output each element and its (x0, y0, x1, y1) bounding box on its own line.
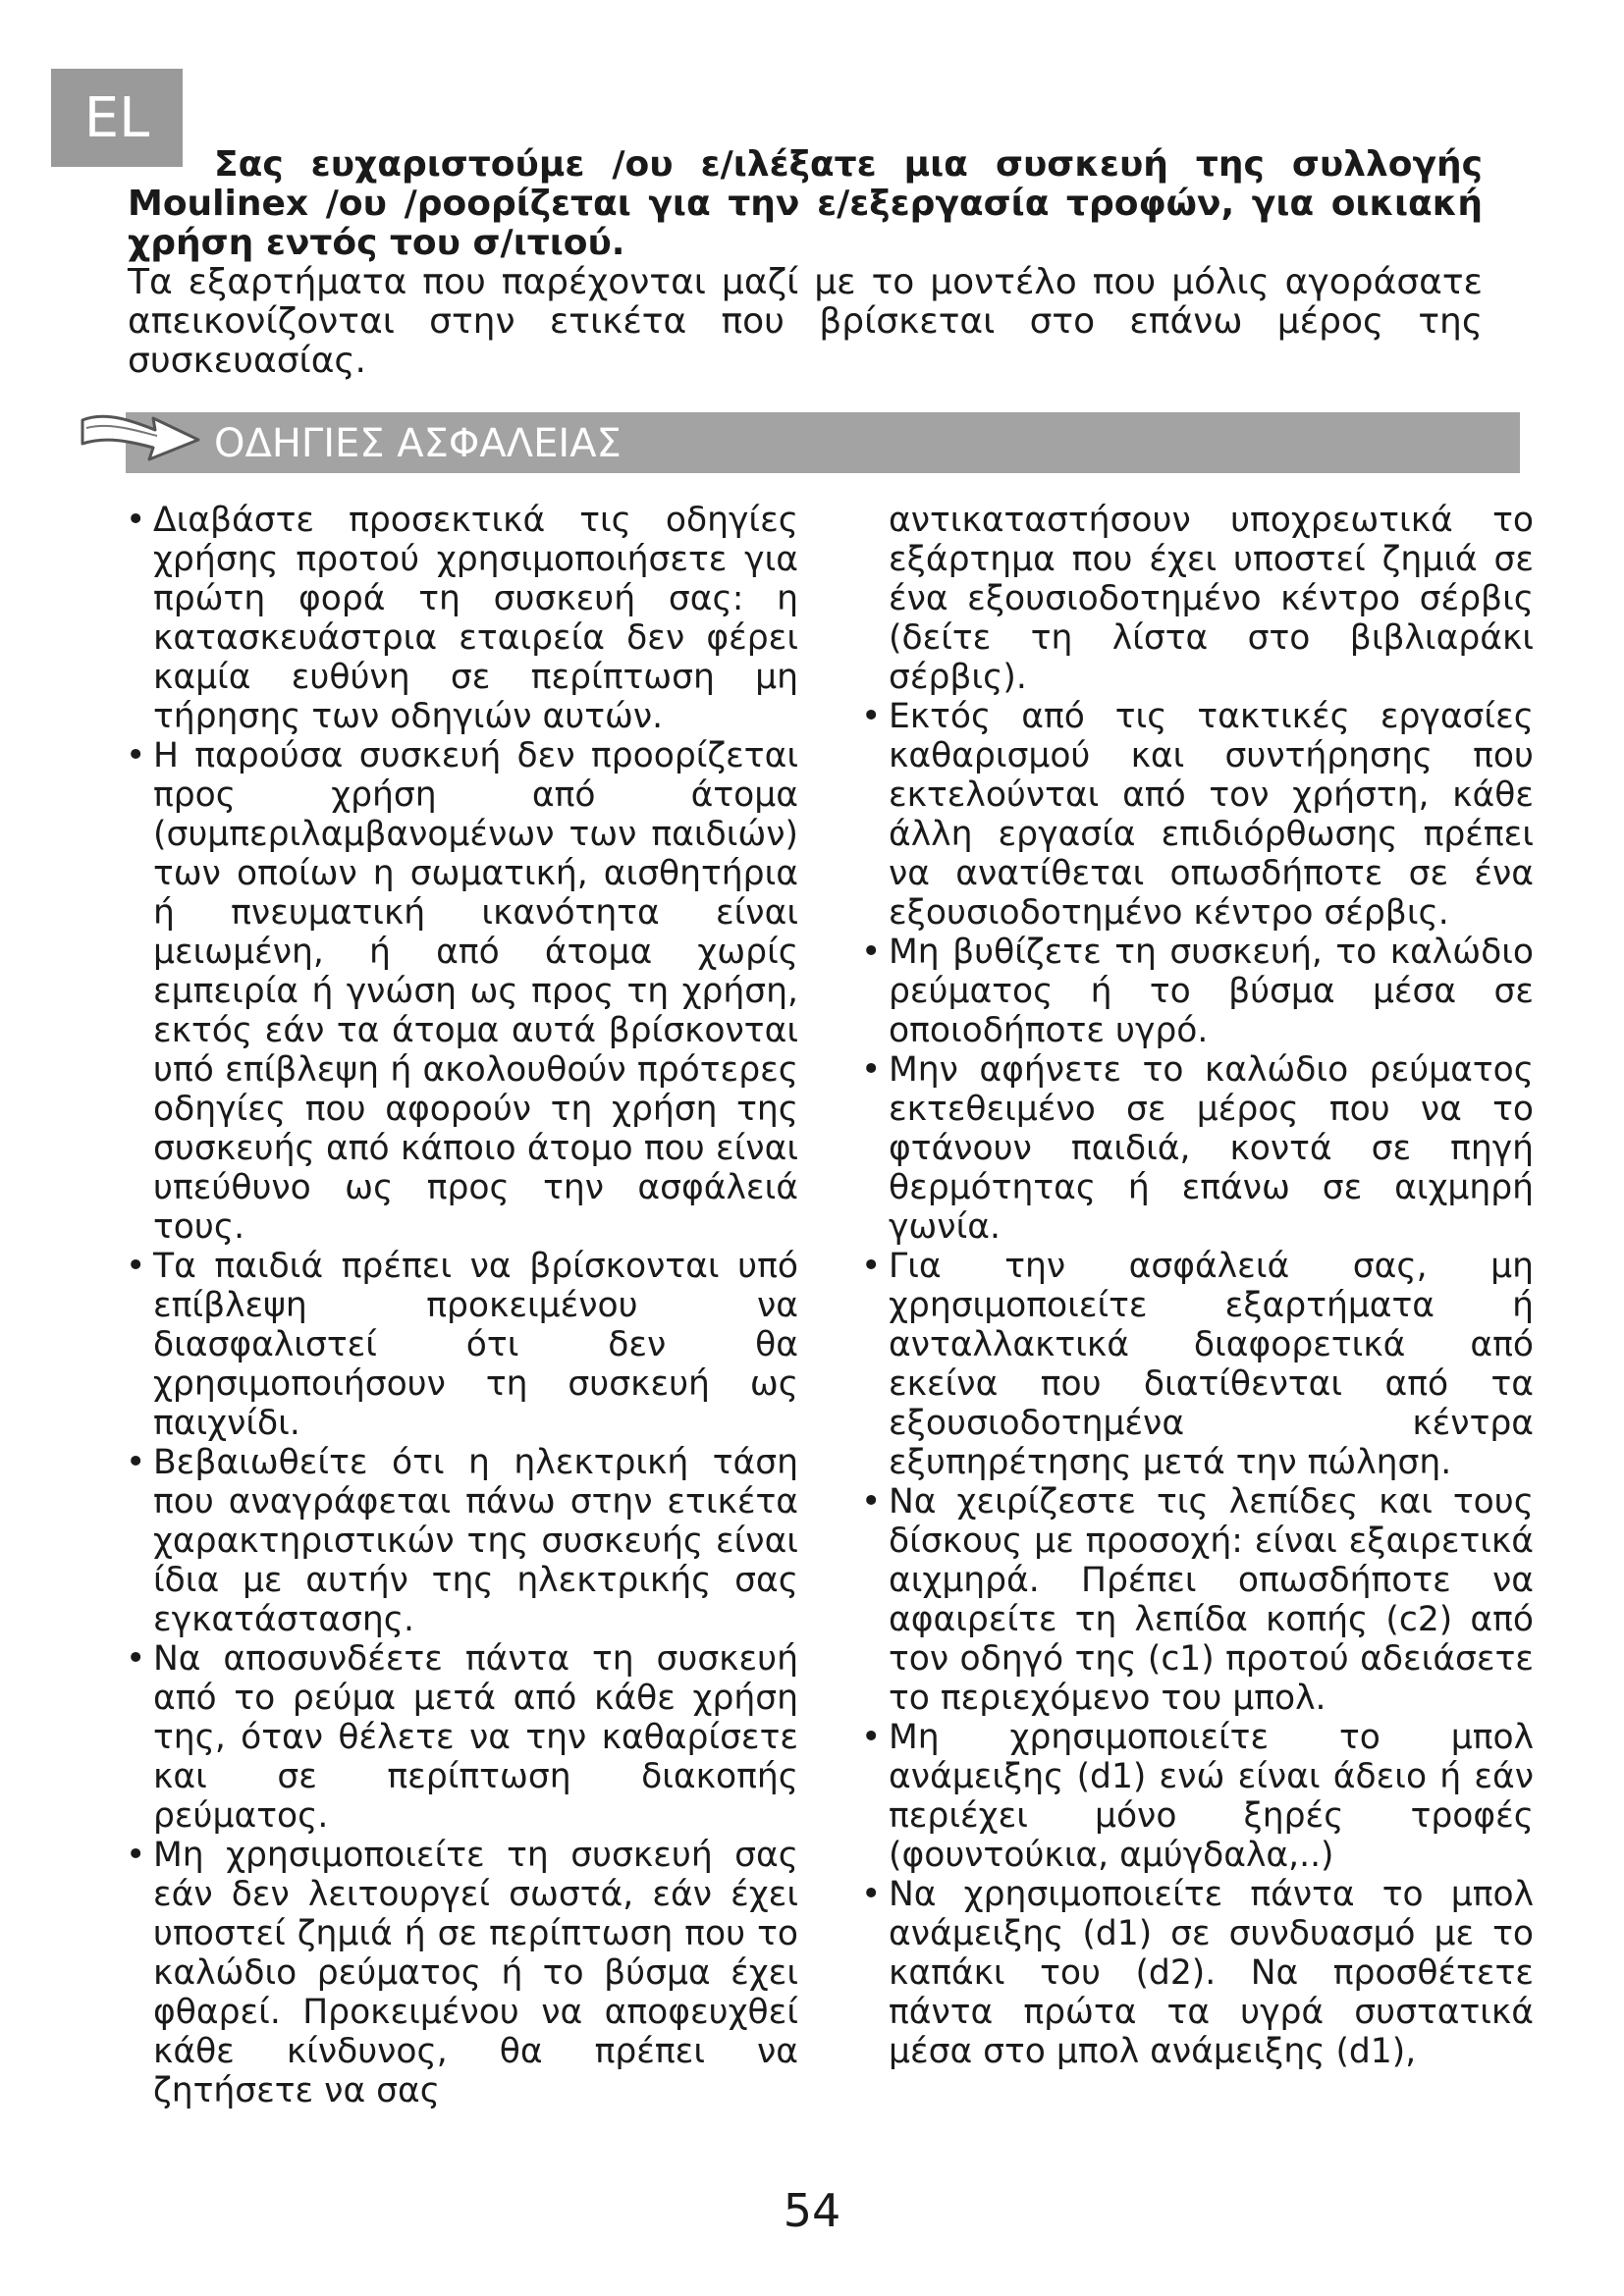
left-column (126, 501, 798, 2110)
section-title: ΟΔΗΓΙΕΣ ΑΣΦΑΛΕΙΑΣ (214, 421, 622, 466)
list-item: • Να χειρίζεστε τις λεπίδες και τους δίσκους με προσοχή: είναι εξαιρετικά αιχμηρά. Πρέπει οπωσδήποτε να αφαιρείτε τη λεπίδα κοπής (c2) από τον οδηγό της (c1) προτού αδειάσετε το περιεχόμενο του μπολ. (861, 1482, 1534, 1718)
list-item: • Μη χρησιμοποιείτε τη συσκευή σας εάν δεν λειτουργεί σωστά, εάν έχει υποστεί ζημιά ή σε περίπτωση που το καλώδιο ρεύματος ή το βύσμα έχει φθαρεί. Προκειμένου να αποφευχθεί κάθε κίνδυνος, θα πρέπει να ζητήσετε να σας (126, 1836, 798, 2110)
list-item: • Να χρησιμοποιείτε πάντα το μπολ ανάμειξης (d1) σε συνδυασμό με το καπάκι του (d2). Να προσθέτετε πάντα πρώτα τα υγρά συστατικά μέσα στο μπολ ανάμειξης (d1), (861, 1875, 1534, 2071)
intro-text: Τα εξαρτήματα που παρέχονται μαζί με το μοντέλο που μόλις αγοράσατε απεικονίζονται στην ετικέτα που βρίσκεται στο επάνω μέρος της συσκευασίας. (128, 262, 1483, 381)
list-item: • Διαβάστε προσεκτικά τις οδηγίες χρήσης προτού χρησιμοποιήσετε για πρώτη φορά τη συσκευή σας: η κατασκευάστρια εταιρεία δεν φέρει καμία ευθύνη σε περίπτωση μη τήρησης των οδηγιών αυτών. (126, 501, 798, 736)
list-item: • Εκτός από τις τακτικές εργασίες καθαρισμού και συντήρησης που εκτελούνται από τον χρήστη, κάθε άλλη εργασία επιδιόρθωσης πρέπει να ανατίθεται οπωσδήποτε σε ένα εξουσιοδοτημένο κέντρο σέρβις. (861, 697, 1534, 933)
language-tab: EL (51, 69, 183, 167)
list-item: • Βεβαιωθείτε ότι η ηλεκτρική τάση που αναγράφεται πάνω στην ετικέτα χαρακτηριστικών της συσκευής είναι ίδια με αυτήν της ηλεκτρικής σας εγκατάστασης. (126, 1443, 798, 1639)
arrow-icon (77, 400, 204, 473)
right-column (861, 501, 1534, 2071)
page-number: 54 (783, 2184, 841, 2237)
list-item: • Η παρούσα συσκευή δεν προορίζεται προς χρήση από άτομα (συμπεριλαμβανομένων των παιδιών) των οποίων η σωματική, αισθητήρια ή πνευματική ικανότητα είναι μειωμένη, ή από άτομα χωρίς εμπειρία ή γνώση ως προς τη χρήση, εκτός εάν τα άτομα αυτά βρίσκονται υπό επίβλεψη ή ακολουθούν πρότερες οδηγίες που αφορούν τη χρήση της συσκευής από κάποιο άτομο που είναι υπεύθυνο ως προς την ασφάλειά τους. (126, 736, 798, 1247)
list-item: • Μην αφήνετε το καλώδιο ρεύματος εκτεθειμένο σε μέρος που να το φτάνουν παιδιά, κοντά σε πηγή θερμότητας ή επάνω σε αιχμηρή γωνία. (861, 1050, 1534, 1247)
intro-bold: Σας ευχαριστούμε /ου ε/ιλέξατε μια συσκευή της συλλογής Moulinex /ου /ροορίζεται για την ε/εξεργασία τροφών, για οικιακή χρήση εντός του σ/ιτιού. (128, 144, 1483, 263)
list-item: • Μη χρησιμοποιείτε το μπολ ανάμειξης (d1) ενώ είναι άδειο ή εάν περιέχει μόνο ξηρές τροφές (φουντούκια, αμύγδαλα,..) (861, 1718, 1534, 1875)
list-item-continuation: αντικαταστήσουν υποχρεωτικά το εξάρτημα που έχει υποστεί ζημιά σε ένα εξουσιοδοτημένο κέντρο σέρβις (δείτε τη λίστα στο βιβλιαράκι σέρβις). (889, 501, 1534, 697)
list-item: • Μη βυθίζετε τη συσκευή, το καλώδιο ρεύματος ή το βύσμα μέσα σε οποιοδήποτε υγρό. (861, 933, 1534, 1050)
list-item: • Για την ασφάλειά σας, μη χρησιμοποιείτε εξαρτήματα ή ανταλλακτικά διαφορετικά από εκείνα που διατίθενται από τα εξουσιοδοτημένα κέντρα εξυπηρέτησης μετά την πώληση. (861, 1247, 1534, 1482)
list-item: • Να αποσυνδέετε πάντα τη συσκευή από το ρεύμα μετά από κάθε χρήση της, όταν θέλετε να την καθαρίσετε και σε περίπτωση διακοπής ρεύματος. (126, 1639, 798, 1836)
list-item: • Τα παιδιά πρέπει να βρίσκονται υπό επίβλεψη προκειμένου να διασφαλιστεί ότι δεν θα χρησιμοποιήσουν τη συσκευή ως παιχνίδι. (126, 1247, 798, 1443)
intro-block (128, 145, 1483, 381)
